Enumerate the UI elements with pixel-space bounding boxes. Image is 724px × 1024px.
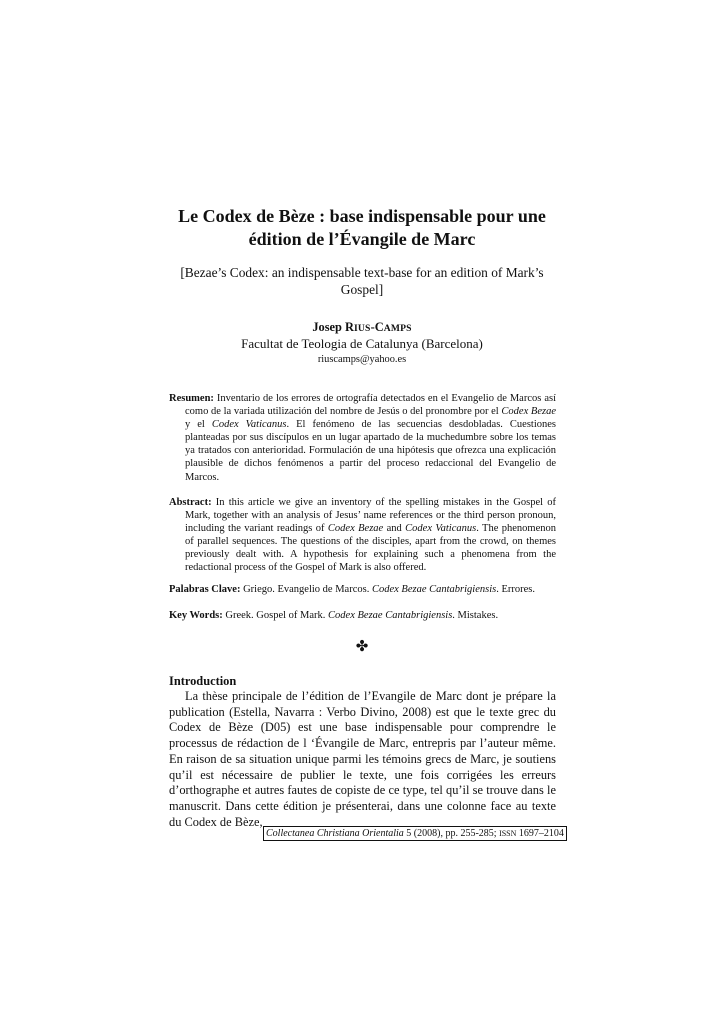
journal-name: Collectanea Christiana Orientalia <box>266 828 404 839</box>
palabras-clave-text-a: Griego. Evangelio de Marcos. <box>240 584 372 595</box>
author-name <box>150 320 574 335</box>
resumen-text-b: y el <box>185 419 212 431</box>
author-last-cap-1: R <box>345 320 354 334</box>
resumen-text-a: Inventario de los errores de ortografía detectados en el Evangelio de Marcos así como de la variada utilización del nombre de Jesús o del pronombre por el <box>185 393 556 418</box>
title-line-1: Le Codex de Bèze : base indispensable pour une <box>178 206 546 226</box>
abstract-text-b: and <box>383 523 406 535</box>
palabras-clave-text-b: . Errores. <box>496 584 535 595</box>
abstract-text-c: . The phenomenon of parallel sequences. The questions of the disciples, apart from the crowd, on themes previously dealt with. A hypothesis for explaining such a phenomena from the redactional process of the Gospel of Mark is also offered. <box>185 523 556 574</box>
palabras-clave-line <box>169 583 556 596</box>
journal-details: 5 (2008), pp. 255-285; <box>403 828 500 839</box>
author-affiliation: Facultat de Teologia de Catalunya (Barcelona) <box>241 336 483 351</box>
issn-label: ISSN <box>499 829 517 838</box>
title-line-2: édition de l’Évangile de Marc <box>248 229 476 249</box>
resumen-text-c: . El fenómeno de las secuencias desdobladas. Cuestiones planteadas por sus discípulos en un lugar apartado de la muchedumbre sobre los temas ya tratados con anterioridad. Formulación de una hipótesis que ofrezca una explicación plausible de dichos fenómenos a partir del proceso redaccional del Evangelio de Marcos. <box>185 419 557 483</box>
paper-subtitle <box>170 264 554 298</box>
fleuron-ornament-icon: ✤ <box>355 639 369 655</box>
resumen-italic-b: Codex Vaticanus <box>211 419 287 431</box>
key-words-italic: Codex Bezae Cantabrigiensis <box>328 610 453 621</box>
subtitle-line-2: Gospel] <box>340 282 384 297</box>
abstract-paragraph <box>169 496 556 575</box>
abstract-text-a: In this article we give an inventory of the spelling mistakes in the Gospel of Mark, together with an analysis of Jesus’ name references or the third person pronoun, including the variant readings of <box>185 497 556 535</box>
key-words-text-a: Greek. Gospel of Mark. <box>222 610 329 621</box>
palabras-clave-label: Palabras Clave: <box>169 584 241 595</box>
issn-number: 1697–2104 <box>516 828 564 839</box>
abstract-italic-a: Codex Bezae <box>327 523 384 535</box>
abstract-label: Abstract: <box>169 497 212 508</box>
author-dash: - <box>370 320 375 334</box>
paper-title <box>150 205 574 251</box>
author-last-smallcaps-1: IUS <box>353 323 371 334</box>
author-last-cap-2: C <box>374 320 384 334</box>
abstract-italic-b: Codex Vaticanus <box>405 523 477 535</box>
subtitle-line-1: [Bezae’s Codex: an indispensable text-base for an edition of Mark’s <box>180 265 544 280</box>
introduction-heading: Introduction <box>169 674 237 688</box>
resumen-paragraph <box>169 392 556 484</box>
introduction-body: La thèse principale de l’édition de l’Evangile de Marc dont je prépare la publication (Estella, Navarra : Verbo Divino, 2008) est que le texte grec du Codex de Bèze (D05) est une base indispensable pour comprendre le processus de rédaction de l ‘Évangile de Marc, entrepris par l’auteur même. En raison de sa situation unique parmi les témoins grecs de Marc, je soutiens qu’il est nécessaire de publier le texte, une fois corrigées les erreurs d’orthographe et autres fautes de copiste de ce type, tel qu’il se trouve dans le manuscrit. Dans cette édition je présenterai, dans une colonne face au texte du Codex de Bèze, <box>169 689 556 829</box>
key-words-text-b: . Mistakes. <box>452 610 499 621</box>
resumen-label: Resumen: <box>169 393 214 404</box>
journal-citation-footer <box>263 826 567 841</box>
resumen-italic-a: Codex Bezae <box>501 406 556 418</box>
palabras-clave-italic: Codex Bezae Cantabrigiensis <box>371 584 497 595</box>
key-words-line <box>169 609 556 622</box>
key-words-label: Key Words: <box>169 610 223 621</box>
author-last-smallcaps-2: AMPS <box>383 323 412 334</box>
author-first-name: Josep <box>312 320 346 334</box>
author-email: riuscamps@yahoo.es <box>317 354 407 365</box>
